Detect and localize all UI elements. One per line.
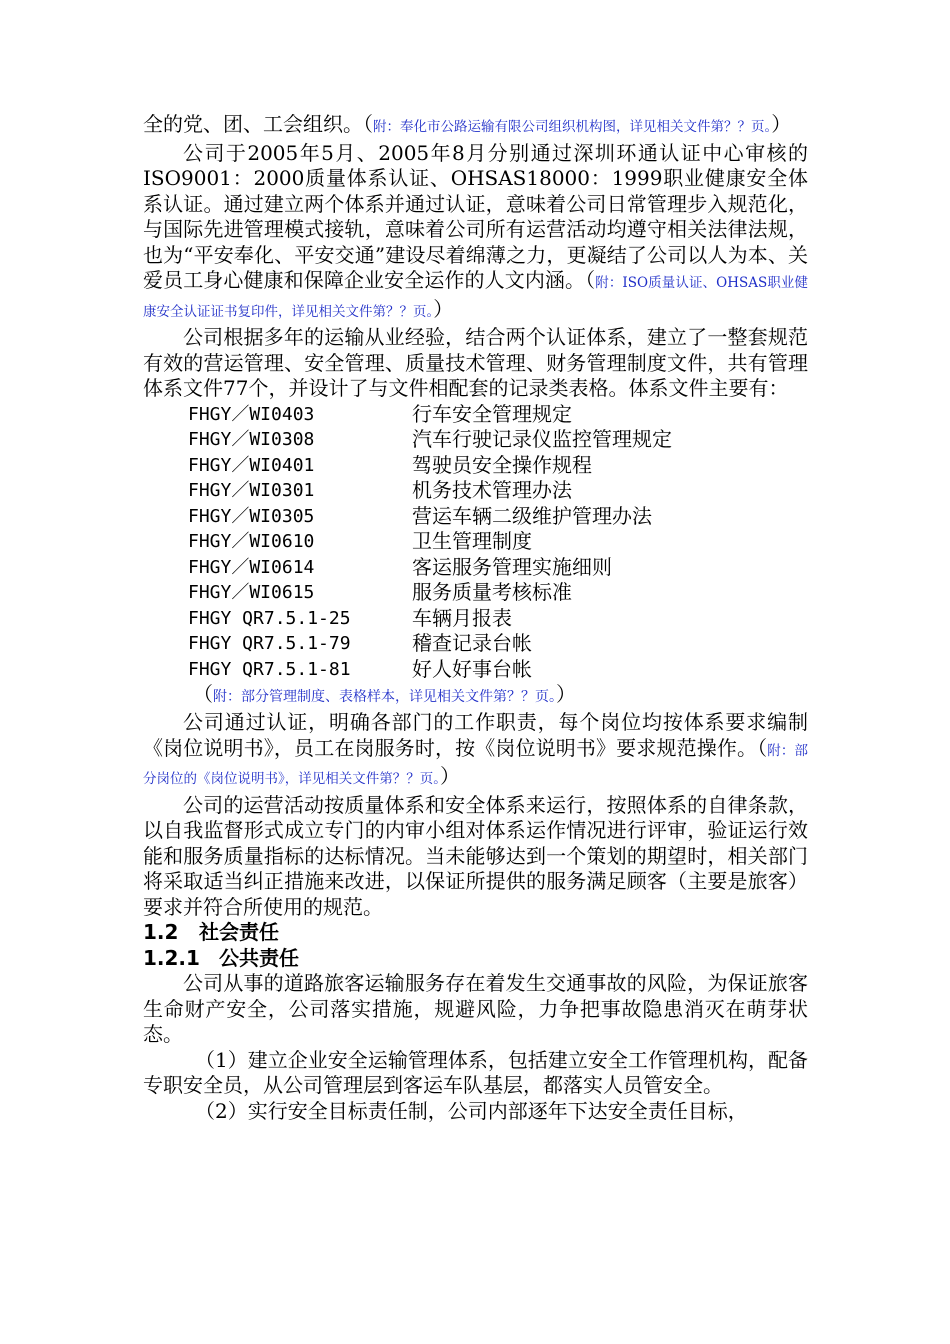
file-name: 好人好事台帐 [412,656,532,681]
list-item [143,478,808,504]
section-heading-public-responsibility [143,946,808,972]
paren-close: ） [433,296,454,321]
paren-close: ） [440,764,460,788]
paragraph-org [143,112,808,141]
file-name: 稽查记录台帐 [412,631,532,655]
file-name: 服务质量考核标准 [412,580,572,604]
list-item [143,427,808,453]
file-code: FHGY QR7.5.1-79 [188,633,351,654]
annex-note: 附：部分管理制度、表格样本，详见相关文件第？？页。 [213,689,556,705]
list-item [143,555,808,581]
paragraph-text: 全的党、团、工会组织。 [143,112,363,136]
file-code: FHGY／WI0615 [188,582,315,603]
section-title: 公共责任 [219,945,299,970]
paragraph-text: 公司通过认证，明确各部门的工作职责，每个岗位均按体系要求编制《岗位说明书》，员工在岗服务时，按《岗位说明书》要求规范操作。 [143,710,808,760]
file-code: FHGY QR7.5.1-25 [188,607,351,629]
file-code: FHGY／WI0610 [188,531,315,552]
file-code: FHGY／WI0305 [188,505,315,527]
paren-open: （ [585,268,596,292]
file-code: FHGY／WI0401 [188,454,315,476]
section-number: 1.2 [143,920,179,944]
file-name: 机务技术管理办法 [412,478,572,502]
file-name: 驾驶员安全操作规程 [412,452,592,477]
paragraph-job-description [143,710,808,793]
list-item [143,402,808,428]
file-name: 营运车辆二级维护管理办法 [412,503,652,528]
annex-note: 附：部分岗位的《岗位说明书》，详见相关文件第？？页。 [143,742,809,787]
paren-open: （ [193,682,213,706]
annex-note: 附：奉化市公路运输有限公司组织机构图，详见相关文件第？？页。 [373,119,772,135]
list-item [143,606,808,632]
annex-note: 附：ISO质量认证、OHSAS职业健康安全认证证书复印件，详见相关文件第？？页。 [143,275,809,320]
list-annex-note [143,682,808,710]
file-code: FHGY／WI0308 [188,429,315,450]
list-item [143,529,808,555]
list-item [143,504,808,530]
file-code: FHGY／WI0301 [188,480,315,501]
paragraph-risk: 公司从事的道路旅客运输服务存在着发生交通事故的风险，为保证旅客生命财产安全，公司落实措施，规避风险，力争把事故隐患消灭在萌芽状态。 [143,971,808,1046]
paren-open: （ [363,112,373,136]
paragraph-measure-1: （1）建立企业安全运输管理体系，包括建立安全工作管理机构，配备专职安全员，从公司管理层到客运车队基层，都落实人员管安全。 [143,1047,808,1097]
list-item [143,657,808,683]
paren-close: ） [771,112,792,136]
file-code: FHGY QR7.5.1-81 [188,658,351,680]
file-name: 汽车行驶记录仪监控管理规定 [412,427,672,451]
file-name: 车辆月报表 [412,605,512,630]
paren-open: （ [757,735,768,760]
paragraph-system-files: 公司根据多年的运输从业经验，结合两个认证体系，建立了一整套规范有效的营运管理、安全管理、质量技术管理、财务管理制度文件，共有管理体系文件77个，并设计了与文件相配套的记录类表格。体系文件主要有： [143,325,808,400]
section-title: 社会责任 [199,920,279,944]
paragraph-certification [143,141,808,326]
paragraph-internal-audit: 公司的运营活动按质量体系和安全体系来运行，按照体系的自律条款，以自我监督形式成立专门的内审小组对体系运作情况进行评审，验证运行效能和服务质量指标的达标情况。当未能够达到一个策划的期望时，相关部门将采取适当纠正措施来改进，以保证所提供的服务满足顾客（主要是旅客）要求并符合所使用的规范。 [143,792,808,919]
section-heading-social-responsibility [143,920,808,946]
paren-close: ） [556,682,576,706]
file-code: FHGY／WI0614 [188,556,315,578]
list-item [143,631,808,657]
file-name: 客运服务管理实施细则 [412,554,612,579]
file-name: 卫生管理制度 [412,529,532,553]
paragraph-measure-2: （2）实行安全目标责任制，公司内部逐年下达安全责任目标， [195,1098,748,1123]
list-item [143,580,808,606]
file-name: 行车安全管理规定 [412,401,572,426]
file-code: FHGY／WI0403 [188,403,315,425]
list-item [143,453,808,479]
paragraph-text: 公司于2005年5月、2005年8月分别通过深圳环通认证中心审核的ISO9001：2000质量体系认证、OHSAS18000：1999职业健康安全体系认证。通过建立两个体系并通过认证，意味着公司日常管理步入规范化，与国际先进管理模式接轨，意味着公司所有运营活动均遵守相关法律法规，也为“平安奉化、平安交通”建设尽着绵薄之力，更凝结了公司以人为本、关爱员工身心健康和保障企业安全运作的人文内涵。 [143,140,808,292]
document-page [143,112,808,1124]
file-list [143,402,808,683]
section-number: 1.2.1 [143,945,200,970]
